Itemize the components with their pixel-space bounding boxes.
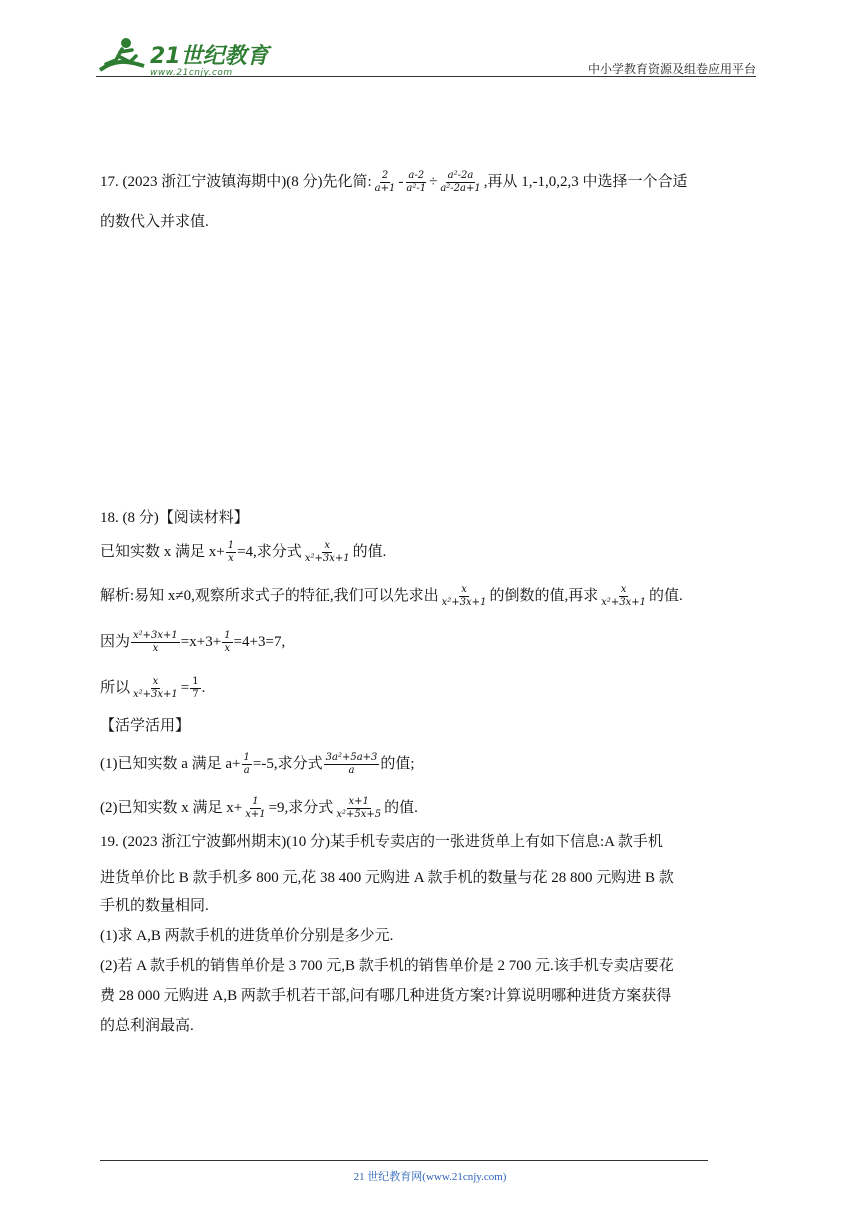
- fraction: [190, 676, 200, 701]
- fraction-denominator: a: [243, 765, 250, 776]
- fraction: [324, 752, 380, 777]
- text: (2)已知实数 x 满足 x+: [100, 799, 243, 816]
- fraction-denominator: x²+3x+1: [133, 689, 178, 700]
- fraction-numerator: x: [461, 584, 467, 595]
- logo-text: 21世纪教育: [150, 44, 269, 69]
- fraction: [303, 540, 352, 565]
- platform-title: 中小学教育资源及组卷应用平台: [587, 62, 756, 76]
- fraction: [131, 676, 180, 701]
- fraction: [599, 584, 648, 609]
- text: .: [201, 679, 206, 696]
- fraction-denominator: x²+3x+1: [601, 597, 646, 608]
- fraction: [440, 584, 489, 609]
- q18-analysis: [100, 584, 683, 609]
- q18-title: 18. (8 分)【阅读材料】: [100, 510, 249, 526]
- fraction-denominator: x²+5x+5: [336, 809, 382, 820]
- fraction-denominator: a²-1: [406, 183, 427, 194]
- fraction-denominator: a+1: [374, 183, 396, 194]
- fraction-numerator: 2: [381, 170, 389, 181]
- fraction: [243, 796, 267, 821]
- q19-line: (1)求 A,B 两款手机的进货单价分别是多少元.: [100, 928, 394, 944]
- q19-line: 费 28 000 元购进 A,B 两款手机若干部,问有哪几种进货方案?计算说明哪种进货方案获得: [100, 988, 672, 1004]
- fraction-numerator: x: [152, 676, 159, 687]
- q17-line2: 的数代入并求值.: [100, 214, 209, 230]
- operator: ÷: [429, 173, 438, 190]
- fraction-numerator: x²+3x+1: [133, 630, 178, 641]
- text: 的值.: [648, 587, 683, 604]
- fraction: [373, 170, 398, 195]
- fraction-denominator: x+1: [245, 809, 266, 820]
- header-divider: [96, 76, 756, 77]
- q18-part2: [100, 796, 418, 821]
- fraction-denominator: a²-2a+1: [440, 183, 481, 194]
- fraction-denominator: x: [152, 643, 159, 654]
- fraction-denominator: x: [224, 643, 231, 654]
- q19-line: 进货单价比 B 款手机多 800 元,花 38 400 元购进 A 款手机的数量与花 28 800 元购进 B 款: [100, 870, 674, 886]
- fraction: [334, 796, 383, 821]
- fraction-numerator: x+1: [348, 796, 369, 807]
- text: =x+3+: [180, 633, 222, 650]
- text: =: [180, 679, 190, 696]
- text: 因为: [100, 633, 131, 650]
- fraction-numerator: x: [620, 584, 627, 595]
- q19-line: 的总利润最高.: [100, 1018, 194, 1034]
- fraction: [242, 752, 252, 777]
- text: =-5,求分式: [252, 755, 323, 772]
- fraction-denominator: x: [228, 553, 234, 564]
- fraction-numerator: 1: [252, 796, 259, 807]
- fraction-numerator: a²-2a: [447, 170, 474, 181]
- q19-line: 手机的数量相同.: [100, 898, 209, 914]
- runner-logo-icon: [96, 36, 148, 78]
- logo-url: www.21cnjy.com: [150, 68, 233, 78]
- fraction: [404, 170, 428, 195]
- text: 的值.: [352, 543, 387, 560]
- text: =4,求分式: [237, 543, 302, 560]
- fraction-denominator: x²+3x+1: [304, 553, 350, 564]
- fraction-numerator: 1: [243, 752, 250, 763]
- q19-line: 19. (2023 浙江宁波鄞州期末)(10 分)某手机专卖店的一张进货单上有如下信息:A 款手机: [100, 834, 663, 850]
- fraction-denominator: a: [348, 765, 355, 776]
- fraction-numerator: 1: [227, 540, 235, 551]
- text: 所以: [100, 679, 131, 696]
- site-logo: [96, 34, 269, 78]
- text: 的倒数的值,再求: [489, 587, 599, 604]
- q18-because: [100, 630, 285, 655]
- q18-therefore: [100, 676, 205, 701]
- fraction: [438, 170, 482, 195]
- operator: -: [398, 173, 404, 190]
- fraction: [226, 540, 236, 565]
- footer-divider: [100, 1160, 708, 1161]
- fraction-numerator: x: [324, 540, 331, 551]
- text: (1)已知实数 a 满足 a+: [100, 755, 241, 772]
- fraction-numerator: 1: [192, 676, 199, 687]
- q17-suffix: ,再从 1,-1,0,2,3 中选择一个合适: [483, 173, 688, 190]
- text: 的值.: [384, 799, 418, 816]
- fraction-numerator: a-2: [408, 170, 425, 181]
- text: 解析:易知 x≠0,观察所求式子的特征,我们可以先求出: [100, 587, 439, 604]
- fraction-denominator: 7: [192, 689, 199, 700]
- q18-given: [100, 540, 386, 565]
- text: =9,求分式: [268, 799, 334, 816]
- text: 已知实数 x 满足 x+: [100, 543, 225, 560]
- q17-prefix: 17. (2023 浙江宁波镇海期中)(8 分)先化简:: [100, 173, 372, 190]
- fraction-denominator: x²+3x+1: [441, 597, 487, 608]
- q19-line: (2)若 A 款手机的销售单价是 3 700 元,B 款手机的销售单价是 2 700 元.该手机专卖店要花: [100, 958, 674, 974]
- q18-part1: [100, 752, 415, 777]
- fraction-numerator: 1: [224, 630, 231, 641]
- q18-apply-heading: 【活学活用】: [100, 718, 191, 734]
- fraction-numerator: 3a²+5a+3: [325, 752, 378, 763]
- footer-link[interactable]: 21 世纪教育网(www.21cnjy.com): [353, 1171, 507, 1183]
- text: =4+3=7,: [233, 633, 286, 650]
- q17-line1: [100, 170, 687, 195]
- fraction: [131, 630, 180, 655]
- fraction: [222, 630, 232, 655]
- text: 的值;: [380, 755, 415, 772]
